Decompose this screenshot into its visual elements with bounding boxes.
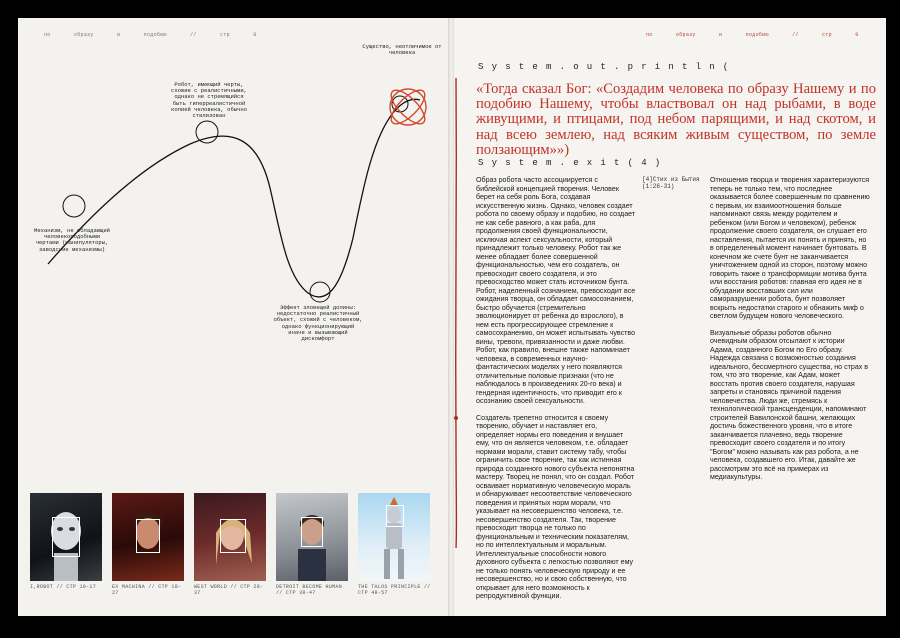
valley-curve-line <box>48 99 420 297</box>
caption-i-robot: I,ROBOT // СТР 10-17 <box>30 584 97 590</box>
paragraph: Создатель трепетно относится к своему творению, обучает и наставляет его, определяет нормы его поведения и внушает ему, что он является человеком, т.е. обладает нормами морали, ставит систему табу, чтобы ограничить свое творение, так как истинная природа созданного нового субъекта непонятна мастеру. Творец не понял, что он создал. Робот осваивает нормативную человеческую мораль и обнаруживает несоответствие человеческого поведения и принятых норм морали, что указывает на несовершенство человека, т.е. несовершенство создателя. Так, творение превосходит творца не только по функциональным и техническим показателям, но по интеллектуальным и моральным. Интеллектуальные способности нового духовного субъекта с легкостью позволяют ему не только понять человеческую природу и ее несовершенство, но и свою собственную, что открывает для него возможность к репродуктивной функции. <box>476 413 635 600</box>
caption-west-world: WEST WORLD // СТР 28-37 <box>194 584 264 596</box>
running-head-left: по образу и подобию // стр 8 <box>44 32 257 38</box>
thumb-i-robot[interactable] <box>30 493 102 581</box>
system-out-line: System.out.println( <box>478 62 737 72</box>
focus-frame <box>220 519 246 553</box>
marker-robot <box>196 121 218 143</box>
marker-uncanny <box>310 282 330 302</box>
genesis-quote: «Тогда сказал Бог: «Создадим человека по образу Нашему и по подобию Нашему, чтобы властвовал он над рыбами, в воде живущими, и птицами, под небом парящими, и над скотом, и над всею землею, над всяким живым существом, по земле ползающим»») <box>476 81 876 158</box>
focus-frame <box>301 517 323 547</box>
paragraph: Образ робота часто ассоциируется с библейской концепцией творения. Человек берет на себя роль Бога, создавая искусственную жизнь. Однако, человек создает робота по своему образу и подобию, но создает не как себе равного, а как раба, для продолжения своей функциональности, исключая аспект сексуальности, который принадлежит только человеку. Робот так же менее обладает более совершенной функциональностью, чем его создатель, он превосходит своего создателя, и это превосходство может стать источником бунта. Робот, наделенный сознанием, превосходит все ожидания творца, он обладает самосознанием, быстро обучается (стремительно эволюционирует от ребенка до взрослого), в нем есть прогрессирующее стремление к самосохранению, он может испытывать чувство вины, тревоги, привязанности и даже любви. Робот, как правило, внешне также напоминает человека, в современных научно-фантастических моделях у него появляются отличительные половые признаки (что не наблюдалось в произведениях 20-го века) и гендерная идентичность, что приводит его к осознанию своей сексуальности. <box>476 176 636 405</box>
paragraph: Отношения творца и творения характеризуются теперь не только тем, что последнее оказывается более совершенным по сравнению с первым, их взаимоотношения больше напоминают связь между родителем и ребенком (или Богом и человеком), ребенок продолжение своего создателя, он слушает его наставления, пытается их понять и принять, но в определенный момент начинает бунтовать. В конечном же счете бунт не заканчивается уничтожением одной из сторон, поэтому можно говорить также о трансформации мотива бунта или восстания роботов: главная его идея не в обуздании восставших сил или саморазрушении робота, бунт позволяет вскрыть недостатки старого и обнажить миф о светлом будущем нового человеческого. <box>710 176 870 320</box>
right-page <box>454 18 886 616</box>
annotation-mechanism: Механизм, не обладающий человекоподобными чертами (манипуляторы, заводские механизмы) <box>34 227 110 253</box>
caption-ex-machina: EX MACHINA // СТР 18-27 <box>112 584 182 596</box>
paragraph: Визуальные образы роботов обычно очевидным образом отсылают к истории Адама, созданного Богом по Его образу. Надежда связана с возможностью создания идеального, бессмертного существа, но страх в том, что это творение, как Адам, может восстать против своего создателя, нарушая запреты и становясь причиной падения человечества. Люди же, стремясь к технологической трансценденции, напоминают строителей Вавилонской башни, желающих достичь божественного уровня, что в итоге заканчивается плачевно, ведь творение превосходит своего создателя и по итогу "Богом" можно называть как раз робота, а не человека, создавшего его. Итак, давайте же рассмотрим это всё на примерах из медиакультуры. <box>710 328 869 481</box>
focus-frame <box>52 517 80 557</box>
annotation-uncanny: Эффект зловещей долины: недостаточно реалистичный объект, схожий с человеком, однако функционирующий иначе и вызывающий дискомфорт <box>273 304 363 343</box>
footnote: [4]Стих из Бытия (1:26-31) <box>642 176 700 190</box>
left-page <box>18 18 450 616</box>
body-column-left <box>476 176 636 609</box>
caption-talos: THE TALOS PRINCIPLE // СТР 48-57 <box>358 584 431 596</box>
marker-mechanism <box>63 195 85 217</box>
annotation-being: Существо, неотличимое от человека <box>362 43 442 57</box>
red-thread <box>454 78 458 548</box>
thumb-ex-machina[interactable] <box>112 493 184 581</box>
thumb-detroit[interactable] <box>276 493 348 581</box>
caption-detroit: DETROIT BECOME HUMAN // СТР 38-47 <box>276 584 343 596</box>
thumb-talos[interactable] <box>358 493 430 581</box>
running-head-right: по образу и подобию // стр 9 <box>646 32 859 38</box>
body-column-right <box>710 176 870 490</box>
system-exit-line: System.exit(4) <box>478 158 669 168</box>
focus-frame <box>136 519 160 553</box>
focus-frame <box>386 505 404 527</box>
annotation-robot: Робот, имеющий черты, схожие с реалистичными, однако не стремящийся быть гиперреалистичной копией человека, обычно стилизован <box>171 81 247 120</box>
thumb-west-world[interactable] <box>194 493 266 581</box>
